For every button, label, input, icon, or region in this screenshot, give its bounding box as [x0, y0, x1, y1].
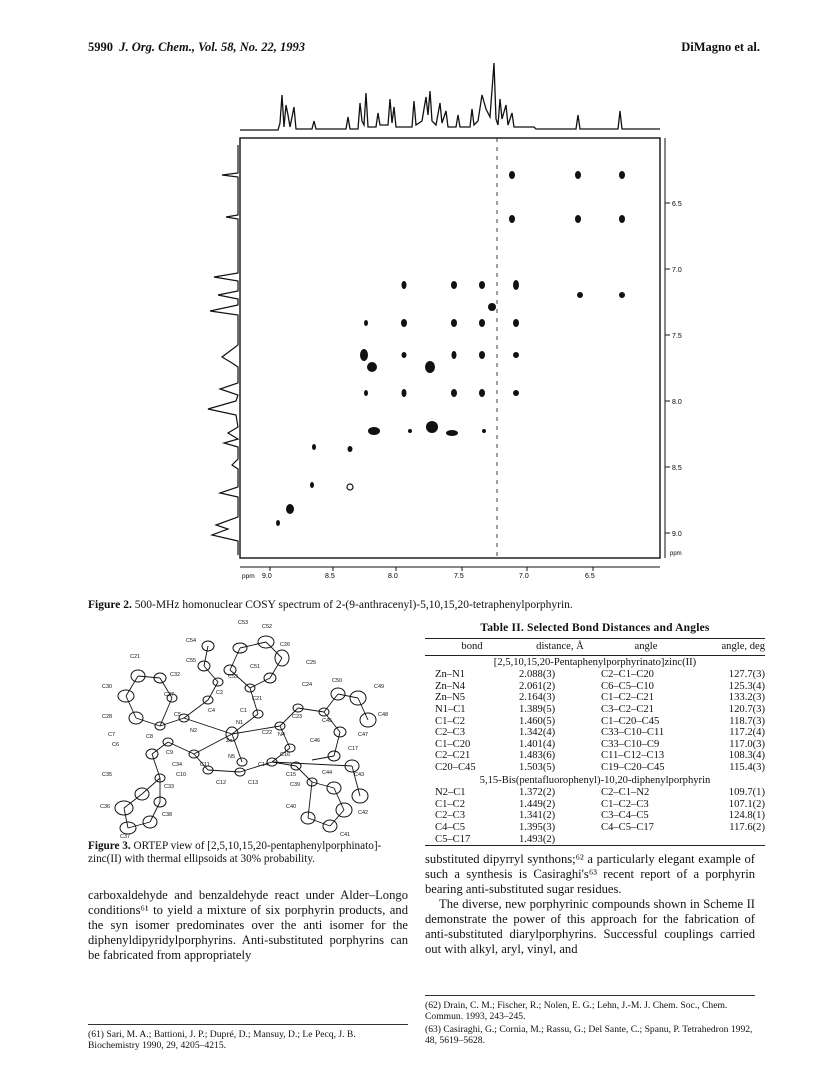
atom-label: C23: [292, 714, 303, 720]
atom-label: C32: [170, 672, 181, 678]
x-tick-label: 8.0: [388, 573, 398, 580]
table-cell: 118.7(3): [729, 715, 765, 727]
atom-label: C13: [248, 780, 259, 786]
left-column-body: [88, 888, 408, 963]
footnote-63: (63) Casiraghi, G.; Cornia, M.; Rassu, G.; Del Sante, C.; Spanu, P. Tetrahedron 1992, 48, 5619–5628.: [425, 1024, 753, 1046]
y-tick-label: 7.0: [672, 267, 682, 274]
table-cell: C2–C3: [435, 810, 466, 822]
figure3-caption: [88, 840, 408, 866]
table-section-row: [425, 774, 765, 788]
atom-label: C1: [240, 708, 248, 714]
table-cell: C3–C4–C5: [601, 810, 649, 822]
atom-label: C52: [262, 624, 273, 630]
table-cell: C1–C2: [435, 798, 466, 810]
table-cell: C4–C5: [435, 821, 466, 833]
ortep-bonds: [124, 642, 368, 828]
atom-label: C12: [216, 780, 227, 786]
bond-table: [425, 638, 765, 846]
figure3-caption-label: Figure 3.: [88, 840, 131, 852]
table-cell: C33–C10–C11: [601, 727, 665, 739]
table-cell: C2–C3: [435, 727, 466, 739]
x-tick-label: 7.0: [519, 573, 529, 580]
atom-label: C36: [100, 804, 111, 810]
table-cell: C2–C1–C20: [601, 669, 654, 681]
top-projection-trace: [240, 63, 660, 130]
atom-label: C46: [310, 738, 321, 744]
figure3-caption-text: ORTEP view of [2,5,10,15,20-pentaphenylporphinato]-zinc(II) with thermal ellipsoids at 30% probability.: [88, 840, 382, 865]
atom-label: Zn: [226, 738, 233, 744]
table-cell: 1.395(3): [519, 821, 556, 833]
table-cell: 1.449(2): [519, 798, 556, 810]
footnote-61: (61) Sari, M. A.; Battioni, J. P.; Dupré, D.; Mansuy, D.; Le Pecq, J. B. Biochemistry 1990, 29, 4205–4215.: [88, 1029, 356, 1051]
table-cell: 108.3(4): [728, 750, 765, 762]
atom-label: C44: [322, 770, 333, 776]
table-cell: 117.2(4): [729, 727, 765, 739]
atom-label: C24: [302, 682, 313, 688]
atom-label: C35: [102, 772, 113, 778]
left-paragraph: carboxaldehyde and benzaldehyde react under Alder–Longo conditions⁶¹ to yield a mixture of six porphyrin products, and the syn isomer predominates over the anti isomer for the diphenyldipyridylporphyrins. Anti-substituted porphyrins can be fabricated from appropriately: [88, 888, 408, 962]
table-cell: 115.4(3): [729, 761, 765, 773]
cross-peaks: [276, 171, 625, 526]
atom-label: C53: [238, 620, 249, 626]
table-header-row: [425, 639, 765, 656]
table-cell: 127.7(3): [728, 669, 765, 681]
atom-label: C40: [286, 804, 297, 810]
atom-label: C7: [108, 732, 116, 738]
table-row: [425, 704, 765, 716]
table-header: angle: [601, 639, 691, 656]
atom-label: C21: [252, 696, 263, 702]
atom-label: C17: [348, 746, 359, 752]
table-header: bond: [425, 639, 519, 656]
table-cell: 2.061(2): [519, 680, 556, 692]
table-header: angle, deg: [691, 639, 765, 656]
table-cell: N1–C1: [435, 703, 466, 715]
figure2-caption-label: Figure 2.: [88, 599, 132, 611]
atom-label: C16: [280, 752, 291, 758]
figure2-caption-text: 500-MHz homonuclear COSY spectrum of 2-(9-anthracenyl)-5,10,15,20-tetraphenylporphyrin.: [134, 599, 573, 611]
table-header: distance, Å: [519, 639, 601, 656]
table-cell: Zn–N1: [435, 669, 466, 681]
table-cell: C2–C21: [435, 750, 471, 762]
atom-label: C6: [112, 742, 120, 748]
atom-label: C15: [286, 772, 297, 778]
table-cell: 1.460(5): [519, 715, 556, 727]
table-cell: 1.341(2): [519, 810, 556, 822]
table-row: [425, 750, 765, 762]
right-paragraph: The diverse, new porphyrinic compounds shown in Scheme II demonstrate the power of this approach for the fabrication of anti-substituted diarylporphyrins. Successful couplings carried out with alkyl, aryl, vinyl, and: [425, 897, 755, 956]
atom-label: C25: [306, 660, 317, 666]
table-cell: 117.6(2): [729, 821, 765, 833]
atom-label: C51: [250, 664, 261, 670]
atom-label: C53: [228, 674, 239, 680]
right-paragraph: substituted dipyrryl synthons;⁶² a particularly elegant example of such a synthesis is Casiraghi's⁶³ recent report of a porphyrin bearing anti-substituted sugar residues.: [425, 852, 755, 896]
ortep-atom-labels: [100, 620, 388, 840]
atom-label: C37: [120, 834, 131, 840]
atom-label: C28: [102, 714, 113, 720]
table-cell: C3–C2–C21: [601, 703, 654, 715]
table-row: [425, 787, 765, 799]
table-cell: 124.8(1): [728, 810, 765, 822]
page-header-right: DiMagno et al.: [681, 40, 760, 54]
table-cell: 117.0(3): [729, 738, 765, 750]
table-cell: C11–C12–C13: [601, 750, 665, 762]
atom-label: C50: [332, 678, 343, 684]
table-cell: 1.503(5): [519, 761, 556, 773]
y-tick-label: 9.0: [672, 531, 682, 538]
x-tick-label: 6.5: [585, 573, 595, 580]
table-cell: C6–C5–C10: [601, 680, 654, 692]
table-cell: C1–C2–C3: [601, 798, 649, 810]
table-cell: C19–C20–C45: [601, 761, 665, 773]
y-tick-label: 7.5: [672, 333, 682, 340]
atom-label: N5: [228, 754, 236, 760]
atom-label: N2: [190, 728, 198, 734]
table-cell: N2–C1: [435, 787, 466, 799]
table-row: [425, 739, 765, 751]
atom-label: C21: [130, 654, 141, 660]
atom-label: C41: [340, 832, 351, 838]
table-row: [425, 669, 765, 681]
table-cell: C2–C1–N2: [601, 787, 650, 799]
atom-label: C26: [280, 642, 291, 648]
atom-label: C38: [162, 812, 173, 818]
footnotes-left: [88, 1024, 408, 1053]
atom-label: C8: [146, 734, 154, 740]
atom-label: N1: [236, 720, 244, 726]
ortep-ellipsoids: [115, 636, 376, 834]
table-cell: 120.7(3): [728, 703, 765, 715]
page-header-left: [88, 40, 305, 55]
table-cell: 1.342(4): [519, 727, 556, 739]
table-cell: Zn–N5: [435, 692, 466, 704]
table-row: [425, 799, 765, 811]
atom-label: C10: [176, 772, 187, 778]
ortep-structure-figure: [90, 616, 410, 838]
table-row: [425, 810, 765, 822]
atom-label: C43: [354, 772, 365, 778]
table-cell: 1.483(6): [519, 750, 556, 762]
table-row: [425, 692, 765, 704]
table-cell: 133.2(3): [728, 692, 765, 704]
x-axis-label: ppm: [242, 573, 255, 580]
y-axis-label: ppm: [670, 551, 682, 557]
atom-label: C39: [290, 782, 301, 788]
atom-label: C48: [378, 712, 389, 718]
table-cell: 107.1(2): [728, 798, 765, 810]
atom-label: C42: [358, 810, 369, 816]
y-tick-label: 6.5: [672, 201, 682, 208]
cosy-spectrum-figure: [200, 55, 680, 595]
atom-label: C34: [172, 762, 183, 768]
table-cell: 109.7(1): [728, 787, 765, 799]
table-cell: C1–C20: [435, 738, 471, 750]
atom-label: C11: [200, 762, 210, 768]
atom-label: C27: [164, 692, 175, 698]
atom-label: C9: [166, 750, 174, 756]
atom-label: N4: [278, 732, 286, 738]
table-title: Table II. Selected Bond Distances and Angles: [480, 622, 710, 634]
table-cell: C33–C10–C9: [601, 738, 660, 750]
atom-label: C49: [374, 684, 385, 690]
table-cell: 1.372(2): [519, 787, 556, 799]
table-row: [425, 727, 765, 739]
table-cell: 2.164(3): [519, 692, 556, 704]
table-cell: C4–C5–C17: [601, 821, 654, 833]
page-number: 5990: [88, 40, 113, 54]
table-cell: 2.088(3): [519, 669, 556, 681]
y-axis: [665, 138, 682, 558]
table-row: [425, 681, 765, 693]
atom-label: C45: [322, 718, 333, 724]
table-cell: C1–C2–C21: [601, 692, 654, 704]
atom-label: C33: [164, 784, 175, 790]
table-row: [425, 762, 765, 774]
table-cell: 125.3(4): [728, 680, 765, 692]
table-cell: 1.493(2): [519, 834, 601, 846]
table-cell: C5–C17: [425, 834, 519, 846]
table-cell: 1.401(4): [519, 738, 556, 750]
atom-label: C14: [258, 762, 269, 768]
table-row: [425, 716, 765, 728]
table-cell: C1–C2: [435, 715, 466, 727]
footnote-62: (62) Drain, C. M.; Fischer, R.; Nolen, E. G.; Lehn, J.-M. J. Chem. Soc., Chem. Commun. 1993, 243–245.: [425, 1000, 728, 1022]
y-tick-label: 8.5: [672, 465, 682, 472]
table-cell: C20–C45: [435, 761, 476, 773]
journal-volume: Vol. 58, No. 22, 1993: [198, 40, 306, 54]
footnotes-right: [425, 995, 755, 1048]
table-section-title: [2,5,10,15,20-Pentaphenylporphyrinato]zinc(II): [493, 656, 697, 668]
spectrum-plot-area: [240, 138, 660, 558]
table-cell: Zn–N4: [435, 680, 466, 692]
atom-label: C55: [186, 658, 197, 664]
figure2-caption: [88, 599, 778, 611]
x-axis: [240, 567, 660, 580]
atom-label: C22: [262, 730, 273, 736]
atom-label: C47: [358, 732, 369, 738]
right-column-body: [425, 852, 755, 957]
table-row: [425, 822, 765, 834]
x-tick-label: 7.5: [454, 573, 464, 580]
left-projection-trace: [208, 145, 238, 555]
atom-label: C54: [186, 638, 197, 644]
table-cell: 1.389(5): [519, 703, 556, 715]
y-tick-label: 8.0: [672, 399, 682, 406]
table-cell: [691, 834, 765, 846]
x-tick-label: 8.5: [325, 573, 335, 580]
atom-label: C2: [216, 690, 224, 696]
atom-label: C30: [102, 684, 113, 690]
table-cell: [601, 834, 691, 846]
table-cell: C1–C20–C45: [601, 715, 660, 727]
journal-name: J. Org. Chem.,: [119, 40, 195, 54]
atom-label: C4: [208, 708, 216, 714]
atom-label: C5: [174, 712, 182, 718]
table-section-title: 5,15-Bis(pentafluorophenyl)-10,20-diphenylporphyrin: [479, 774, 711, 786]
table-row: [425, 834, 765, 846]
x-tick-label: 9.0: [262, 573, 272, 580]
table-section-row: [425, 655, 765, 669]
